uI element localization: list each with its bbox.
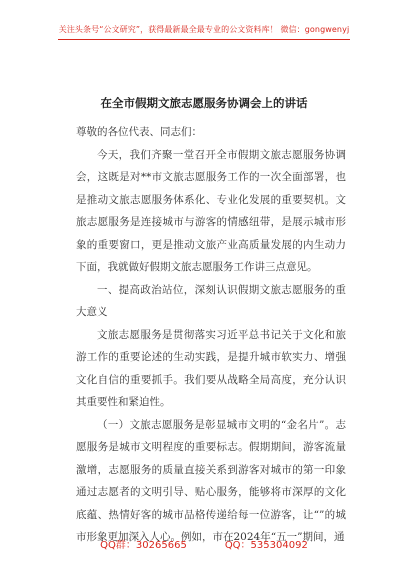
section-one-paragraph: 文旅志愿服务是贯彻落实习近平总书记关于文化和旅游工作的重要论述的生动实践，是提升城市软实力、增强文化自信的重要抓手。我们要从战略全局高度，充分认识其重要性和紧迫性。 <box>76 328 346 408</box>
header-promo-text: 关注头条号“公文研究”，获得最新最全最专业的公文资料库！ 微信：gongwenyj <box>58 25 350 34</box>
qq-number: QQ：535304092 <box>224 540 308 551</box>
intro-paragraph: 今天，我们齐聚一堂召开全市假期文旅志愿服务协调会，这既是对**市文旅志愿服务工作的一次全面部署，也是推动文旅志愿服务体系化、专业化发展的重要契机。文旅志愿服务是连接城市与游客的情感纽带，是展示城市形象的重要窗口，更是推动文旅产业高质量发展的内生动力下面，我就做好假期文旅志愿服务工作讲三点意见。 <box>76 148 346 273</box>
subsection-one-paragraph: （一）文旅志愿服务是彰显城市文明的“金名片”。志愿服务是城市文明程度的重要标志。假期期间，游客流量激增，志愿服务的质量直接关系到游客对城市的第一印象通过志愿者的文明引导、贴心服务，能够将市深厚的文化底蕴、热情好客的城市品格传递给每一位游客，让“”的城市形象更加深入人心。例如，市在2024年“五一”期间，通 <box>76 418 346 543</box>
footer-contact <box>0 536 408 551</box>
qq-group-number: QQ群：30265665 <box>100 540 187 551</box>
header-divider <box>58 39 350 40</box>
document-title: 在全市假期文旅志愿服务协调会上的讲话 <box>100 96 308 110</box>
section-heading-one: 一、提高政治站位，深刻认识假期文旅志愿服务的重大意义 <box>76 283 346 318</box>
salutation-paragraph: 尊敬的各位代表、同志们： <box>76 126 202 138</box>
document-body <box>76 121 346 549</box>
